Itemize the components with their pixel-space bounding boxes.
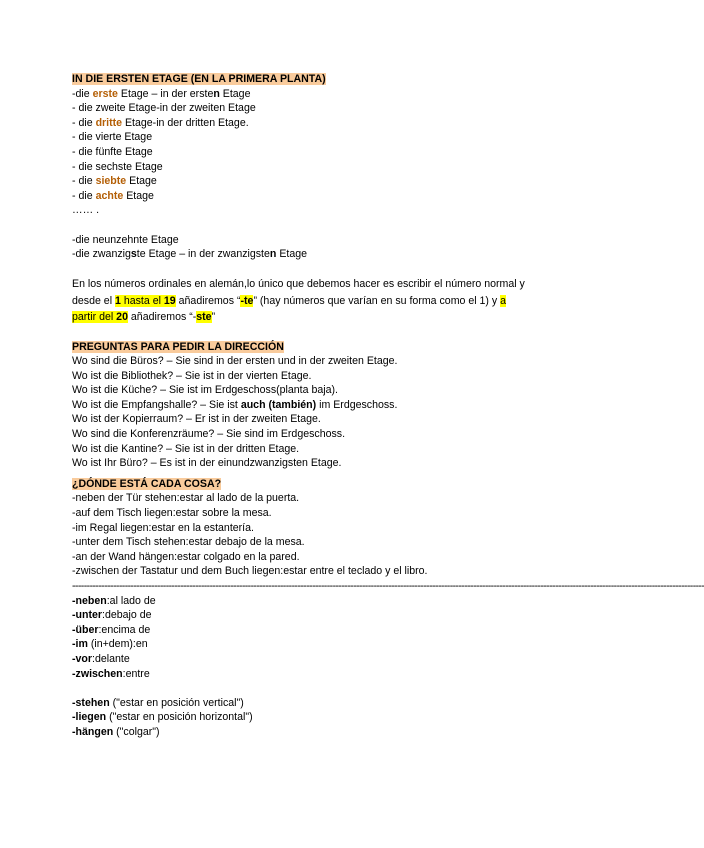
preposition-list — [72, 594, 532, 682]
section-ordinals — [72, 72, 532, 87]
question-line: Wo ist die Bibliothek? – Sie ist in der vierten Etage. — [72, 369, 312, 382]
list-item: -zwischen:entre — [72, 667, 150, 680]
question-line: Wo ist der Kopierraum? – Er ist in der zweiten Etage. — [72, 413, 321, 426]
ordinal-word: siebte — [95, 175, 127, 188]
dashed-divider: ------------------------------------------------------------------------------------------------------------------------------------------------------------------------------------------------------------------------ — [72, 580, 704, 593]
list-item: -hängen ("colgar") — [72, 725, 160, 738]
section-heading-ordinals: IN DIE ERSTEN ETAGE (EN LA PRIMERA PLANTA) — [72, 73, 326, 85]
location-line: -unter dem Tisch stehen:estar debajo de la mesa. — [72, 536, 305, 549]
question-line: Wo sind die Büros? – Sie sind in der ersten und in der zweiten Etage. — [72, 355, 398, 368]
ordinal-line-4: - die vierte Etage — [72, 131, 153, 144]
ordinal-ellipsis: …… . — [72, 204, 100, 217]
list-item: -liegen ("estar en posición horizontal") — [72, 711, 253, 724]
list-item: -neben:al lado de — [72, 594, 156, 607]
question-line: Wo sind die Konferenzräume? – Sie sind im Erdgeschoss. — [72, 428, 346, 441]
ordinal-line-2: - die zweite Etage-in der zweiten Etage — [72, 102, 256, 115]
document-page — [72, 72, 704, 740]
verb-list — [72, 696, 532, 740]
ordinal-line-7: - die siebte Etage — [72, 175, 157, 188]
list-item: -im (in+dem):en — [72, 638, 148, 651]
ordinal-word: erste — [92, 87, 118, 100]
location-line: -auf dem Tisch liegen:estar sobre la mesa. — [72, 507, 272, 520]
ordinal-line-3: - die dritte Etage-in der dritten Etage. — [72, 116, 249, 129]
ordinal-line-20: -die zwanzigste Etage – in der zwanzigsten Etage — [72, 248, 308, 261]
ordinal-line-8: - die achte Etage — [72, 189, 154, 202]
list-item: -unter:debajo de — [72, 609, 152, 622]
list-item: -stehen ("estar en posición vertical") — [72, 696, 244, 709]
question-line: Wo ist die Empfangshalle? – Sie ist auch (también) im Erdgeschoss. — [72, 398, 398, 411]
location-line: -im Regal liegen:estar en la estantería. — [72, 521, 254, 534]
ordinal-line-1: -die erste Etage – in der ersten Etage — [72, 87, 251, 100]
question-line: Wo ist Ihr Büro? – Es ist in der einundzwanzigsten Etage. — [72, 457, 342, 470]
ordinal-line-5: - die fünfte Etage — [72, 145, 153, 158]
question-line: Wo ist die Küche? – Sie ist im Erdgeschoss(planta baja). — [72, 384, 338, 397]
location-line: -zwischen der Tastatur und dem Buch liegen:estar entre el teclado y el libro. — [72, 565, 428, 578]
location-line: -an der Wand hängen:estar colgado en la pared. — [72, 550, 300, 563]
ordinal-line-19: -die neunzehnte Etage — [72, 233, 179, 246]
section-heading-questions: PREGUNTAS PARA PEDIR LA DIRECCIÓN — [72, 340, 284, 353]
ordinal-line-6: - die sechste Etage — [72, 160, 163, 173]
section-heading-location: ¿DÓNDE ESTÁ CADA COSA? — [72, 477, 222, 490]
ordinal-word: achte — [95, 189, 124, 202]
list-item: -über:encima de — [72, 623, 151, 636]
list-item: -vor:delante — [72, 652, 130, 665]
location-line: -neben der Tür stehen:estar al lado de la puerta. — [72, 492, 300, 505]
ordinal-word: dritte — [95, 116, 123, 129]
question-line: Wo ist die Kantine? – Sie ist in der dritten Etage. — [72, 442, 300, 455]
explanation-paragraph: En los números ordinales en alemán,lo único que debemos hacer es escribir el número normal y desde el 1 hasta el 19 añadiremos “-te” (hay números que varían en su forma como el 1) y a partir del 20 añadiremos “-ste” — [72, 278, 525, 323]
